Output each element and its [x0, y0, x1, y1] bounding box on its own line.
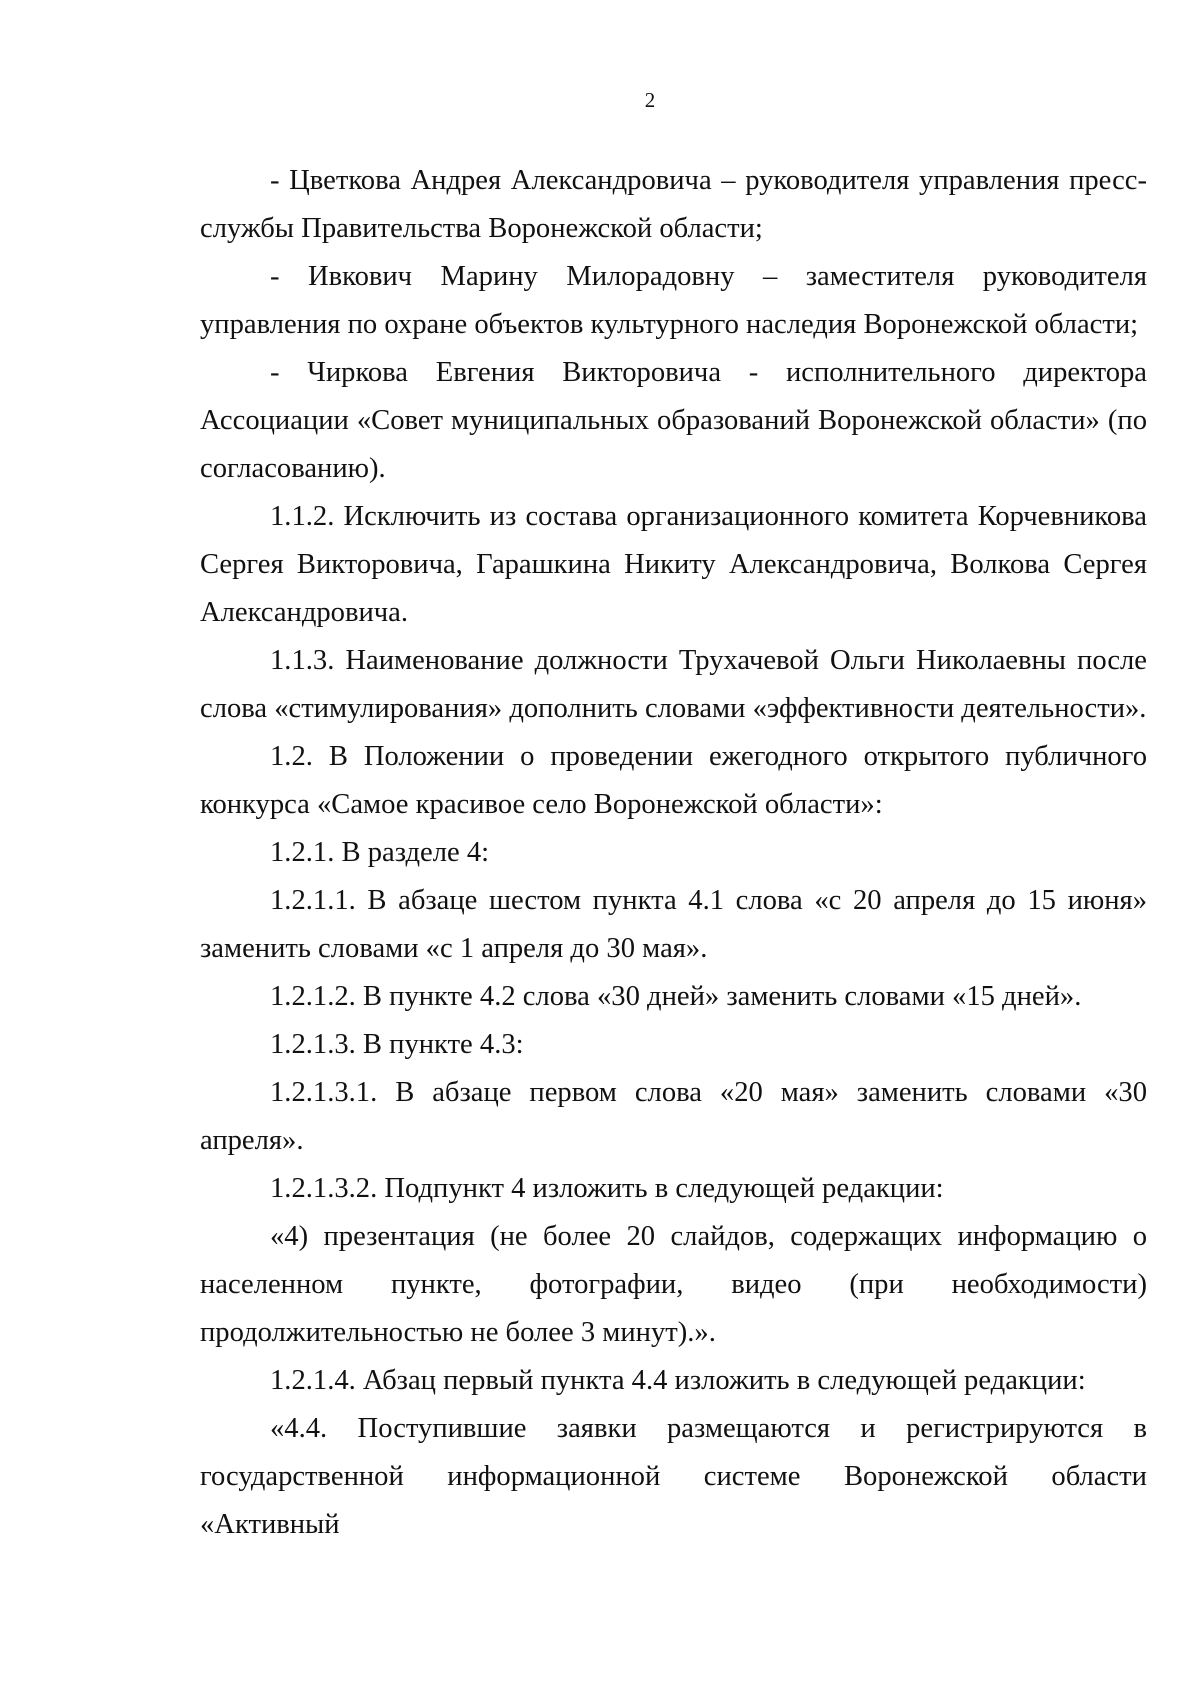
document-body	[200, 157, 1147, 1549]
paragraph-1-2: 1.2. В Положении о проведении ежегодного открытого публичного конкурса «Самое красивое село Воронежской области»:	[200, 741, 1147, 820]
page-number: 2	[644, 88, 656, 112]
paragraph-1-2-1-4: 1.2.1.4. Абзац первый пункта 4.4 изложить в следующей редакции:	[270, 1365, 1086, 1396]
paragraph-1-2-1-1: 1.2.1.1. В абзаце шестом пункта 4.1 слова «с 20 апреля до 15 июня» заменить словами «с 1 апреля до 30 мая».	[200, 885, 1147, 964]
paragraph-member-ivkovich: - Ивкович Марину Милорадовну – заместителя руководителя управления по охране объектов культурного наследия Воронежской области;	[200, 261, 1147, 340]
paragraph-1-1-3: 1.1.3. Наименование должности Трухачевой Ольги Николаевны после слова «стимулирования» дополнить словами «эффективности деятельности».	[200, 645, 1147, 724]
paragraph-1-2-1-3-1: 1.2.1.3.1. В абзаце первом слова «20 мая» заменить словами «30 апреля».	[200, 1077, 1147, 1156]
paragraph-1-2-1-2: 1.2.1.2. В пункте 4.2 слова «30 дней» заменить словами «15 дней».	[270, 981, 1082, 1012]
paragraph-member-tsvetkov: - Цветкова Андрея Александровича – руководителя управления пресс-службы Правительства Воронежской области;	[200, 165, 1147, 244]
paragraph-1-2-1-3: 1.2.1.3. В пункте 4.3:	[270, 1029, 524, 1060]
paragraph-1-2-1-3-2: 1.2.1.3.2. Подпункт 4 изложить в следующей редакции:	[270, 1173, 944, 1204]
paragraph-1-2-1: 1.2.1. В разделе 4:	[270, 837, 490, 868]
paragraph-quote-presentation: «4) презентация (не более 20 слайдов, содержащих информацию о населенном пункте, фотографии, видео (при необходимости) продолжительностью не более 3 минут).».	[200, 1221, 1147, 1348]
paragraph-quote-4-4: «4.4. Поступившие заявки размещаются и регистрируются в государственной информационной системе Воронежской области «Активный	[200, 1413, 1147, 1540]
paragraph-member-chirkov: - Чиркова Евгения Викторовича - исполнительного директора Ассоциации «Совет муниципальных образований Воронежской области» (по согласованию).	[200, 357, 1147, 484]
paragraph-1-1-2: 1.1.2. Исключить из состава организационного комитета Корчевникова Сергея Викторовича, Гарашкина Никиту Александровича, Волкова Сергея Александровича.	[200, 501, 1147, 628]
